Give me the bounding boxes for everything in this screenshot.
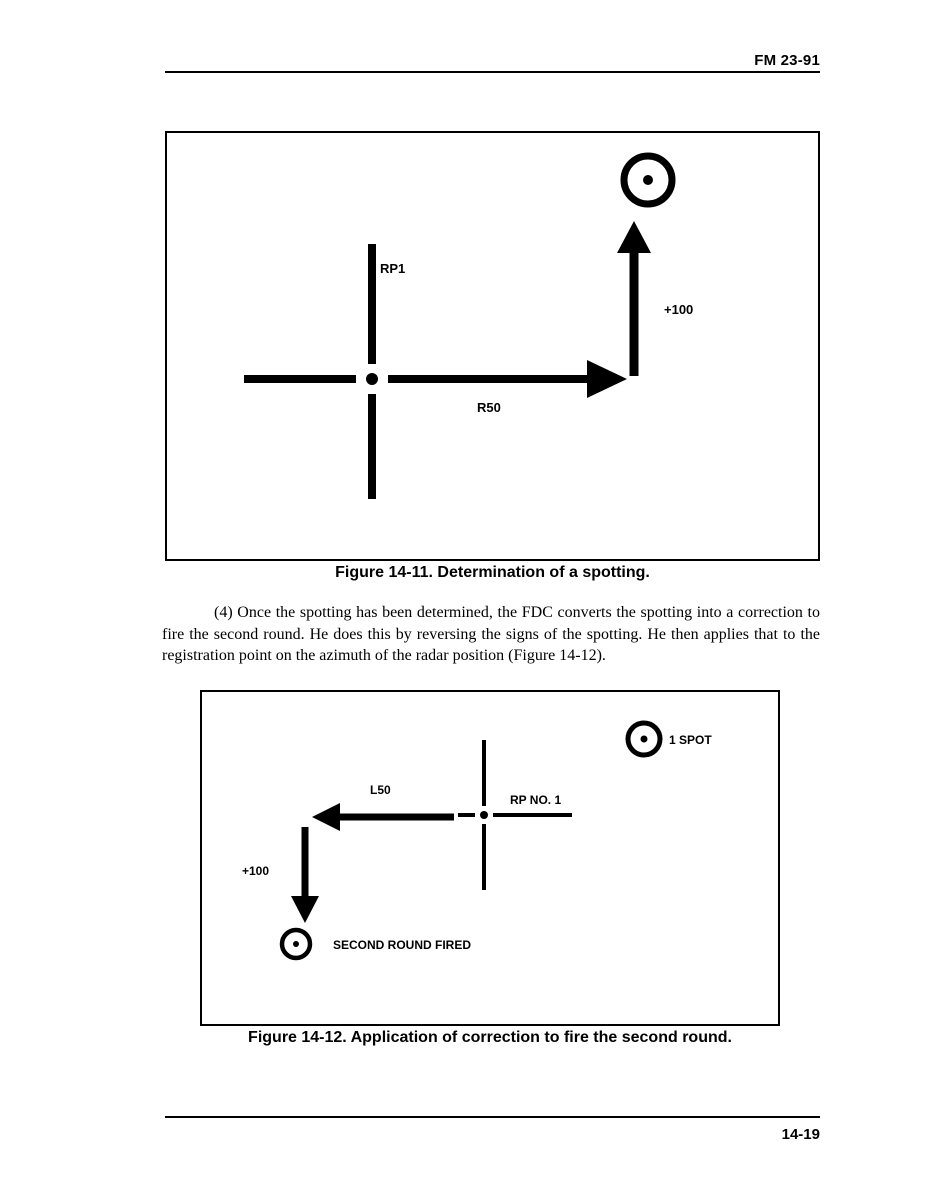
spot-dot: [641, 736, 648, 743]
down-arrow-head: [291, 896, 319, 923]
second-round-dot: [293, 941, 299, 947]
up-arrow-head: [617, 221, 651, 253]
figure-14-12-box: [200, 690, 780, 1026]
figure-14-11-caption: Figure 14-11. Determination of a spotting.: [335, 564, 650, 581]
page-number: 14-19: [781, 1126, 820, 1143]
crosshair-center-dot: [480, 811, 488, 819]
crosshair-center-dot: [366, 373, 378, 385]
rp1-label: RP1: [380, 261, 406, 276]
footer-rule: [165, 1116, 820, 1118]
right-spot-label: R50: [477, 400, 501, 415]
left-arrow-head: [312, 803, 340, 831]
figure-14-11-box: [165, 131, 820, 561]
figure-14-12-diagram: [202, 692, 778, 1024]
figure-14-12-caption: Figure 14-12. Application of correction to fire the second round.: [248, 1029, 732, 1046]
right-arrow-head: [587, 360, 627, 398]
second-round-label: SECOND ROUND FIRED: [333, 938, 472, 952]
figure-14-11-diagram: [167, 133, 818, 559]
round-impact-dot: [643, 175, 653, 185]
spot-label: 1 SPOT: [669, 733, 712, 747]
down-correction-label: +100: [242, 864, 270, 878]
left-correction-label: L50: [370, 783, 391, 797]
body-paragraph: (4) Once the spotting has been determined, the FDC converts the spotting into a correction to fire the second round. He does this by reversing the signs of the spotting. He then applies that to the registration point on the azimuth of the radar position (Figure 14-12).: [162, 604, 820, 664]
up-spot-label: +100: [664, 302, 694, 317]
rp-label: RP NO. 1: [510, 793, 562, 807]
document-number: FM 23-91: [754, 52, 820, 69]
header-rule: [165, 71, 820, 73]
